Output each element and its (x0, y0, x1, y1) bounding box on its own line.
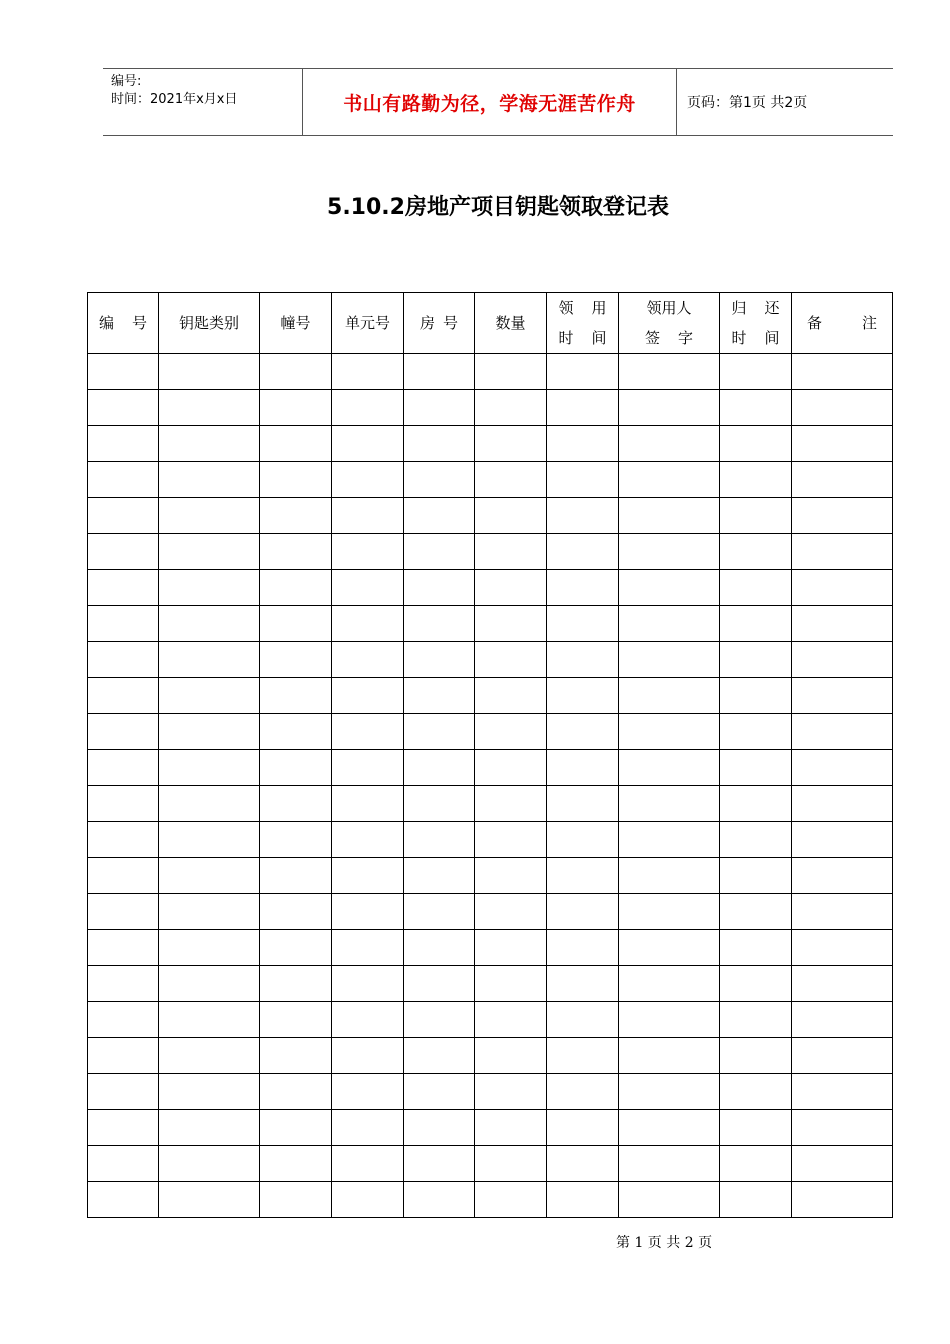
cell-receiver-sign[interactable] (619, 678, 720, 714)
cell-return-time[interactable] (720, 894, 792, 930)
cell-qty[interactable] (475, 894, 547, 930)
cell-room[interactable] (404, 354, 475, 390)
cell-key-type[interactable] (159, 1038, 260, 1074)
cell-receiver-sign[interactable] (619, 1146, 720, 1182)
cell-building[interactable] (260, 714, 332, 750)
cell-return-time[interactable] (720, 930, 792, 966)
cell-key-type[interactable] (159, 1002, 260, 1038)
cell-return-time[interactable] (720, 1182, 792, 1218)
cell-remark[interactable] (792, 786, 893, 822)
cell-remark[interactable] (792, 1002, 893, 1038)
cell-room[interactable] (404, 822, 475, 858)
cell-room[interactable] (404, 462, 475, 498)
cell-key-type[interactable] (159, 1182, 260, 1218)
cell-return-time[interactable] (720, 1110, 792, 1146)
cell-return-time[interactable] (720, 714, 792, 750)
cell-receive-time[interactable] (547, 1146, 619, 1182)
cell-remark[interactable] (792, 534, 893, 570)
cell-receiver-sign[interactable] (619, 894, 720, 930)
table-row (88, 462, 893, 498)
cell-building[interactable] (260, 786, 332, 822)
cell-qty[interactable] (475, 858, 547, 894)
cell-remark[interactable] (792, 354, 893, 390)
cell-receive-time[interactable] (547, 1074, 619, 1110)
cell-building[interactable] (260, 894, 332, 930)
cell-unit[interactable] (332, 930, 404, 966)
cell-no[interactable] (88, 1038, 159, 1074)
cell-no[interactable] (88, 714, 159, 750)
cell-receive-time[interactable] (547, 750, 619, 786)
cell-unit[interactable] (332, 750, 404, 786)
table-row (88, 1182, 893, 1218)
cell-no[interactable] (88, 606, 159, 642)
cell-no[interactable] (88, 750, 159, 786)
cell-qty[interactable] (475, 930, 547, 966)
cell-receive-time[interactable] (547, 1038, 619, 1074)
cell-return-time[interactable] (720, 1146, 792, 1182)
cell-unit[interactable] (332, 822, 404, 858)
cell-key-type[interactable] (159, 714, 260, 750)
cell-remark[interactable] (792, 1182, 893, 1218)
cell-qty[interactable] (475, 498, 547, 534)
cell-room[interactable] (404, 930, 475, 966)
table-row (88, 1110, 893, 1146)
cell-no[interactable] (88, 894, 159, 930)
cell-key-type[interactable] (159, 498, 260, 534)
cell-receiver-sign[interactable] (619, 1182, 720, 1218)
cell-return-time[interactable] (720, 1074, 792, 1110)
document-title: 5.10.2房地产项目钥匙领取登记表 (327, 195, 669, 220)
cell-return-time[interactable] (720, 642, 792, 678)
cell-receiver-sign[interactable] (619, 426, 720, 462)
cell-remark[interactable] (792, 894, 893, 930)
table-row (88, 1074, 893, 1110)
cell-unit[interactable] (332, 534, 404, 570)
cell-qty[interactable] (475, 606, 547, 642)
cell-building[interactable] (260, 534, 332, 570)
col-header-receive-time: 领 用 时 间 (547, 293, 619, 354)
cell-receive-time[interactable] (547, 1110, 619, 1146)
cell-room[interactable] (404, 1002, 475, 1038)
cell-qty[interactable] (475, 678, 547, 714)
cell-receiver-sign[interactable] (619, 462, 720, 498)
cell-unit[interactable] (332, 1038, 404, 1074)
cell-receiver-sign[interactable] (619, 1038, 720, 1074)
cell-room[interactable] (404, 750, 475, 786)
cell-remark[interactable] (792, 750, 893, 786)
cell-return-time[interactable] (720, 570, 792, 606)
col-header-receiver-sign: 领用人 签 字 (619, 293, 720, 354)
cell-room[interactable] (404, 1146, 475, 1182)
cell-unit[interactable] (332, 858, 404, 894)
cell-unit[interactable] (332, 714, 404, 750)
table-row (88, 858, 893, 894)
cell-unit[interactable] (332, 606, 404, 642)
cell-building[interactable] (260, 1002, 332, 1038)
cell-receiver-sign[interactable] (619, 354, 720, 390)
cell-unit[interactable] (332, 570, 404, 606)
cell-building[interactable] (260, 930, 332, 966)
cell-remark[interactable] (792, 606, 893, 642)
cell-no[interactable] (88, 642, 159, 678)
cell-receiver-sign[interactable] (619, 858, 720, 894)
cell-key-type[interactable] (159, 1146, 260, 1182)
table-row (88, 606, 893, 642)
cell-qty[interactable] (475, 1110, 547, 1146)
cell-remark[interactable] (792, 426, 893, 462)
cell-receive-time[interactable] (547, 786, 619, 822)
cell-room[interactable] (404, 714, 475, 750)
cell-qty[interactable] (475, 1074, 547, 1110)
table-row (88, 822, 893, 858)
cell-return-time[interactable] (720, 858, 792, 894)
cell-return-time[interactable] (720, 822, 792, 858)
cell-building[interactable] (260, 570, 332, 606)
cell-receive-time[interactable] (547, 642, 619, 678)
cell-return-time[interactable] (720, 678, 792, 714)
col-header-remark: 备 注 (792, 293, 893, 354)
cell-unit[interactable] (332, 426, 404, 462)
cell-room[interactable] (404, 1038, 475, 1074)
cell-unit[interactable] (332, 1110, 404, 1146)
cell-no[interactable] (88, 1110, 159, 1146)
cell-unit[interactable] (332, 1074, 404, 1110)
cell-receiver-sign[interactable] (619, 534, 720, 570)
cell-key-type[interactable] (159, 1074, 260, 1110)
cell-return-time[interactable] (720, 390, 792, 426)
cell-key-type[interactable] (159, 858, 260, 894)
cell-qty[interactable] (475, 462, 547, 498)
cell-return-time[interactable] (720, 750, 792, 786)
cell-no[interactable] (88, 498, 159, 534)
cell-room[interactable] (404, 426, 475, 462)
cell-room[interactable] (404, 534, 475, 570)
cell-room[interactable] (404, 1110, 475, 1146)
cell-building[interactable] (260, 750, 332, 786)
cell-key-type[interactable] (159, 606, 260, 642)
cell-building[interactable] (260, 498, 332, 534)
table-row (88, 930, 893, 966)
cell-key-type[interactable] (159, 750, 260, 786)
cell-receiver-sign[interactable] (619, 714, 720, 750)
cell-room[interactable] (404, 1182, 475, 1218)
cell-unit[interactable] (332, 642, 404, 678)
header-meta (103, 69, 303, 135)
cell-unit[interactable] (332, 966, 404, 1002)
cell-room[interactable] (404, 894, 475, 930)
cell-building[interactable] (260, 678, 332, 714)
col-header-building: 幢号 (260, 293, 332, 354)
table-row (88, 1146, 893, 1182)
cell-building[interactable] (260, 462, 332, 498)
cell-receiver-sign[interactable] (619, 390, 720, 426)
col-header-qty: 数量 (475, 293, 547, 354)
cell-no[interactable] (88, 462, 159, 498)
cell-key-type[interactable] (159, 570, 260, 606)
table-body (88, 354, 893, 1218)
table-row (88, 678, 893, 714)
table-row (88, 1002, 893, 1038)
cell-receive-time[interactable] (547, 354, 619, 390)
cell-return-time[interactable] (720, 606, 792, 642)
col-header-no: 编 号 (88, 293, 159, 354)
cell-receive-time[interactable] (547, 1182, 619, 1218)
header-page-info: 页码：第1页 共2页 (687, 95, 808, 111)
col-header-return-time: 归 还 时 间 (720, 293, 792, 354)
cell-room[interactable] (404, 606, 475, 642)
cell-remark[interactable] (792, 570, 893, 606)
cell-qty[interactable] (475, 426, 547, 462)
cell-building[interactable] (260, 1182, 332, 1218)
cell-return-time[interactable] (720, 1038, 792, 1074)
cell-key-type[interactable] (159, 822, 260, 858)
col-header-unit: 单元号 (332, 293, 404, 354)
cell-return-time[interactable] (720, 462, 792, 498)
table-row (88, 750, 893, 786)
cell-unit[interactable] (332, 786, 404, 822)
cell-no[interactable] (88, 858, 159, 894)
cell-receiver-sign[interactable] (619, 750, 720, 786)
cell-key-type[interactable] (159, 930, 260, 966)
cell-qty[interactable] (475, 822, 547, 858)
cell-key-type[interactable] (159, 642, 260, 678)
cell-key-type[interactable] (159, 1110, 260, 1146)
cell-qty[interactable] (475, 1182, 547, 1218)
cell-receiver-sign[interactable] (619, 1074, 720, 1110)
cell-unit[interactable] (332, 1182, 404, 1218)
cell-unit[interactable] (332, 462, 404, 498)
table-row (88, 534, 893, 570)
cell-room[interactable] (404, 390, 475, 426)
cell-receive-time[interactable] (547, 714, 619, 750)
cell-remark[interactable] (792, 714, 893, 750)
cell-no[interactable] (88, 534, 159, 570)
cell-unit[interactable] (332, 1146, 404, 1182)
cell-room[interactable] (404, 678, 475, 714)
cell-unit[interactable] (332, 894, 404, 930)
cell-qty[interactable] (475, 714, 547, 750)
cell-qty[interactable] (475, 354, 547, 390)
cell-unit[interactable] (332, 1002, 404, 1038)
cell-no[interactable] (88, 1146, 159, 1182)
cell-unit[interactable] (332, 390, 404, 426)
cell-room[interactable] (404, 498, 475, 534)
cell-unit[interactable] (332, 354, 404, 390)
cell-building[interactable] (260, 1110, 332, 1146)
cell-building[interactable] (260, 354, 332, 390)
cell-receive-time[interactable] (547, 534, 619, 570)
table-row (88, 426, 893, 462)
cell-qty[interactable] (475, 570, 547, 606)
cell-no[interactable] (88, 822, 159, 858)
table-row (88, 1038, 893, 1074)
cell-no[interactable] (88, 1074, 159, 1110)
cell-qty[interactable] (475, 750, 547, 786)
table-row (88, 570, 893, 606)
key-register-table (87, 292, 893, 1218)
cell-no[interactable] (88, 426, 159, 462)
cell-building[interactable] (260, 966, 332, 1002)
cell-return-time[interactable] (720, 498, 792, 534)
cell-receive-time[interactable] (547, 822, 619, 858)
cell-key-type[interactable] (159, 966, 260, 1002)
cell-remark[interactable] (792, 822, 893, 858)
cell-building[interactable] (260, 426, 332, 462)
cell-receiver-sign[interactable] (619, 642, 720, 678)
table-row (88, 894, 893, 930)
cell-remark[interactable] (792, 498, 893, 534)
cell-room[interactable] (404, 642, 475, 678)
cell-receive-time[interactable] (547, 966, 619, 1002)
cell-room[interactable] (404, 858, 475, 894)
cell-receive-time[interactable] (547, 678, 619, 714)
cell-building[interactable] (260, 1038, 332, 1074)
cell-unit[interactable] (332, 678, 404, 714)
cell-no[interactable] (88, 1002, 159, 1038)
cell-receive-time[interactable] (547, 1002, 619, 1038)
cell-building[interactable] (260, 390, 332, 426)
cell-no[interactable] (88, 390, 159, 426)
cell-qty[interactable] (475, 1146, 547, 1182)
cell-qty[interactable] (475, 390, 547, 426)
cell-key-type[interactable] (159, 462, 260, 498)
table-row (88, 786, 893, 822)
cell-receive-time[interactable] (547, 390, 619, 426)
cell-key-type[interactable] (159, 894, 260, 930)
cell-no[interactable] (88, 786, 159, 822)
cell-qty[interactable] (475, 966, 547, 1002)
table-row (88, 498, 893, 534)
cell-key-type[interactable] (159, 534, 260, 570)
cell-receive-time[interactable] (547, 570, 619, 606)
cell-remark[interactable] (792, 462, 893, 498)
cell-return-time[interactable] (720, 534, 792, 570)
cell-remark[interactable] (792, 966, 893, 1002)
cell-qty[interactable] (475, 642, 547, 678)
cell-receiver-sign[interactable] (619, 570, 720, 606)
cell-return-time[interactable] (720, 354, 792, 390)
cell-receive-time[interactable] (547, 462, 619, 498)
serial-label: 编号: (111, 74, 142, 89)
cell-no[interactable] (88, 354, 159, 390)
table-row (88, 354, 893, 390)
cell-receive-time[interactable] (547, 426, 619, 462)
cell-room[interactable] (404, 1074, 475, 1110)
page-footer: 第 1 页 共 2 页 (616, 1235, 713, 1251)
cell-qty[interactable] (475, 1002, 547, 1038)
cell-room[interactable] (404, 966, 475, 1002)
cell-receiver-sign[interactable] (619, 1110, 720, 1146)
cell-no[interactable] (88, 678, 159, 714)
table-row (88, 714, 893, 750)
cell-receive-time[interactable] (547, 894, 619, 930)
cell-building[interactable] (260, 1074, 332, 1110)
cell-building[interactable] (260, 642, 332, 678)
header-motto: 书山有路勤为径，学海无涯苦作舟 (303, 69, 677, 135)
col-header-room: 房 号 (404, 293, 475, 354)
cell-key-type[interactable] (159, 678, 260, 714)
cell-key-type[interactable] (159, 426, 260, 462)
cell-building[interactable] (260, 858, 332, 894)
cell-remark[interactable] (792, 1074, 893, 1110)
cell-remark[interactable] (792, 678, 893, 714)
cell-receive-time[interactable] (547, 606, 619, 642)
cell-building[interactable] (260, 1146, 332, 1182)
cell-return-time[interactable] (720, 426, 792, 462)
cell-return-time[interactable] (720, 1002, 792, 1038)
cell-key-type[interactable] (159, 390, 260, 426)
cell-no[interactable] (88, 1182, 159, 1218)
cell-remark[interactable] (792, 930, 893, 966)
cell-no[interactable] (88, 966, 159, 1002)
table-row (88, 642, 893, 678)
cell-room[interactable] (404, 786, 475, 822)
table-row (88, 966, 893, 1002)
time-label: 时间：2021年x月x日 (111, 92, 238, 107)
cell-remark[interactable] (792, 390, 893, 426)
cell-receive-time[interactable] (547, 498, 619, 534)
cell-building[interactable] (260, 822, 332, 858)
cell-no[interactable] (88, 570, 159, 606)
cell-receiver-sign[interactable] (619, 966, 720, 1002)
col-header-key-type: 钥匙类别 (159, 293, 260, 354)
cell-receiver-sign[interactable] (619, 498, 720, 534)
cell-room[interactable] (404, 570, 475, 606)
table-header-row (88, 293, 893, 354)
cell-qty[interactable] (475, 786, 547, 822)
cell-receiver-sign[interactable] (619, 606, 720, 642)
page-header (103, 68, 893, 136)
cell-return-time[interactable] (720, 786, 792, 822)
cell-qty[interactable] (475, 1038, 547, 1074)
cell-remark[interactable] (792, 858, 893, 894)
cell-remark[interactable] (792, 1146, 893, 1182)
table-row (88, 390, 893, 426)
cell-remark[interactable] (792, 1110, 893, 1146)
cell-remark[interactable] (792, 1038, 893, 1074)
cell-receiver-sign[interactable] (619, 930, 720, 966)
cell-key-type[interactable] (159, 354, 260, 390)
cell-receive-time[interactable] (547, 858, 619, 894)
cell-return-time[interactable] (720, 966, 792, 1002)
cell-unit[interactable] (332, 498, 404, 534)
cell-receive-time[interactable] (547, 930, 619, 966)
cell-qty[interactable] (475, 534, 547, 570)
cell-building[interactable] (260, 606, 332, 642)
cell-receiver-sign[interactable] (619, 1002, 720, 1038)
cell-no[interactable] (88, 930, 159, 966)
cell-key-type[interactable] (159, 786, 260, 822)
cell-receiver-sign[interactable] (619, 822, 720, 858)
cell-receiver-sign[interactable] (619, 786, 720, 822)
cell-remark[interactable] (792, 642, 893, 678)
